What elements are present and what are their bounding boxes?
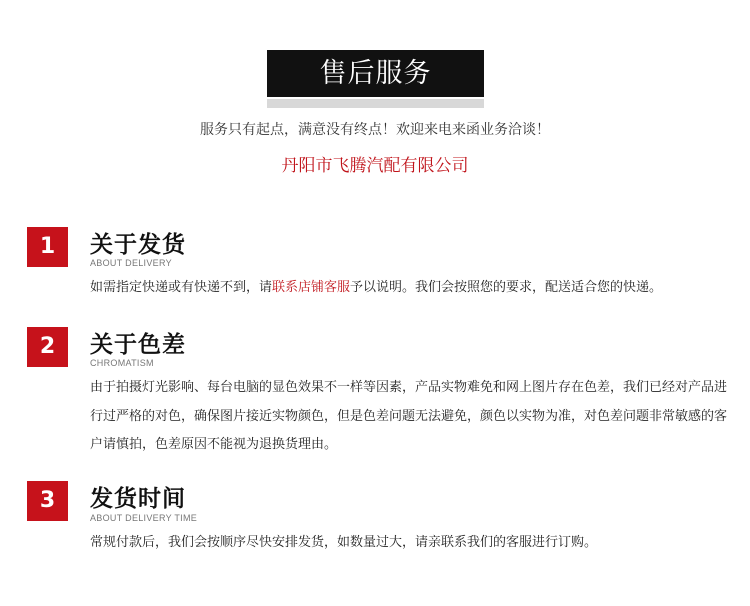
section-body: 由于拍摄灯光影响、每台电脑的显色效果不一样等因素，产品实物难免和网上图片存在色差，我们已经对产品进行过严格的对色，确保图片接近实物颜色，但是色差问题无法避免，颜色以实物为准，对色差问题非常敏感的客户请慎拍，色差原因不能视为退换货理由。	[90, 380, 728, 452]
body-text: 如需指定快递或有快递不到，请	[90, 280, 273, 295]
page-title: 售后服务	[267, 50, 484, 97]
section-number-badge: 1	[27, 227, 68, 267]
section-body	[90, 274, 730, 303]
contact-service-link[interactable]: 联系店铺客服	[272, 280, 351, 295]
section-title: 关于发货	[90, 232, 186, 258]
section-number-badge: 2	[27, 327, 68, 367]
section-subtitle: CHROMATISM	[90, 358, 154, 368]
body-text: 予以说明。我们会按照您的要求，配送适合您的快递。	[350, 280, 663, 295]
section-number-badge: 3	[27, 481, 68, 521]
section-title: 关于色差	[90, 332, 186, 358]
title-underline	[267, 99, 484, 108]
shop-name: 丹阳市飞腾汽配有限公司	[281, 156, 469, 176]
section-title: 发货时间	[90, 486, 186, 512]
section-subtitle: ABOUT DELIVERY	[90, 258, 172, 268]
section-body: 常规付款后，我们会按顺序尽快安排发货，如数量过大，请亲联系我们的客服进行订购。	[90, 535, 598, 550]
section-subtitle: ABOUT DELIVERY TIME	[90, 513, 198, 523]
tagline: 服务只有起点，满意没有终点！欢迎来电来函业务洽谈！	[200, 122, 550, 138]
